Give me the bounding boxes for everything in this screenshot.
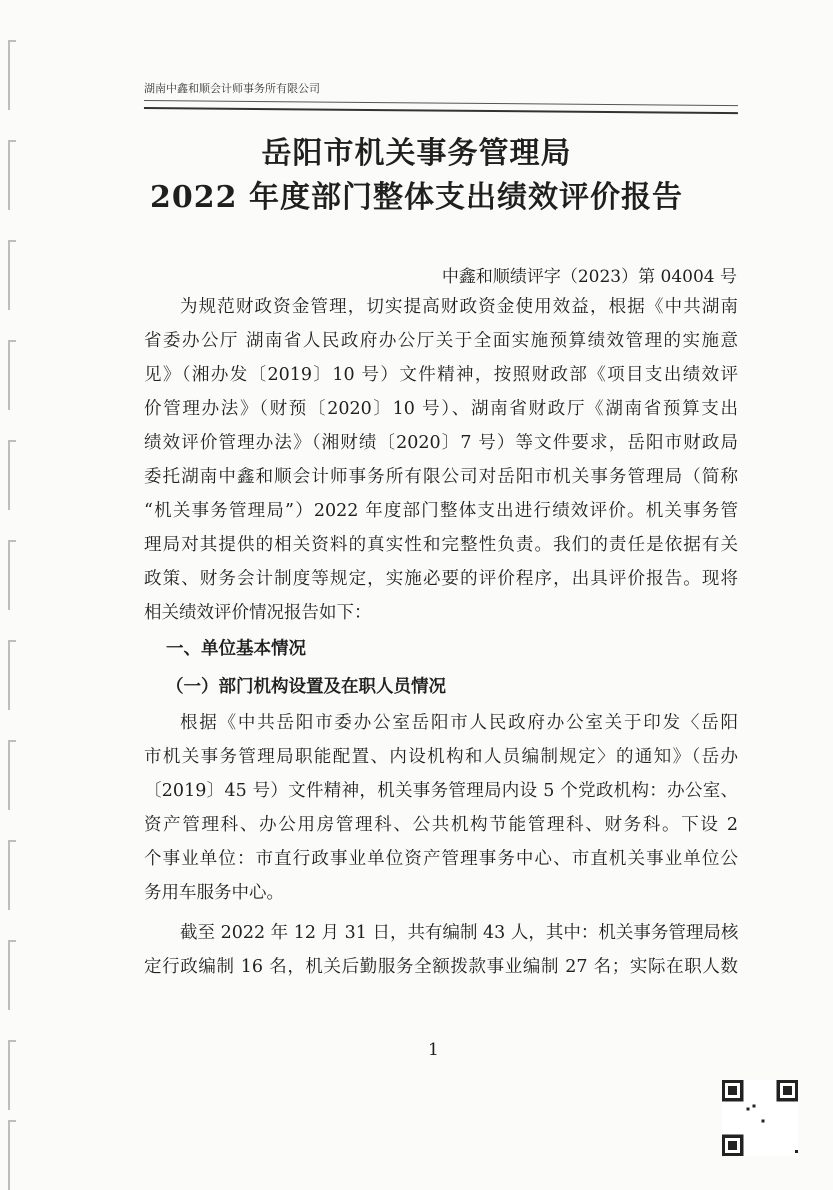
- running-header: 湖南中鑫和顺会计师事务所有限公司: [144, 82, 320, 95]
- text-line: 资产管理科、办公用房管理科、公共机构节能管理科、财务科。下设 2: [144, 815, 738, 835]
- title-line-2: 2022 年度部门整体支出绩效评价报告: [150, 180, 683, 215]
- text-line: 市机关事务管理局职能配置、内设机构和人员编制规定〉的通知》（岳办: [144, 747, 738, 767]
- document-number: 中鑫和顺绩评字（2023）第 04004 号: [441, 267, 737, 287]
- staffing-paragraph: [144, 916, 738, 984]
- text-line: “机关事务管理局”）2022 年度部门整体支出进行绩效评价。机关事务管: [144, 501, 738, 521]
- text-line: 截至 2022 年 12 月 31 日，共有编制 43 人，其中：机关事务管理局核: [180, 923, 739, 943]
- text-line: 个事业单位：市直行政事业单位资产管理事务中心、市直机关事业单位公: [144, 849, 738, 869]
- header-rule: [144, 100, 738, 114]
- org-paragraph: [144, 706, 738, 910]
- section-heading: 一、单位基本情况: [166, 639, 306, 659]
- text-line: 理局对其提供的相关资料的真实性和完整性负责。我们的责任是依据有关: [144, 535, 738, 555]
- text-line: 委托湖南中鑫和顺会计师事务所有限公司对岳阳市机关事务管理局（简称: [144, 467, 738, 487]
- text-line: 为规范财政资金管理，切实提高财政资金使用效益，根据《中共湖南: [180, 297, 738, 317]
- text-line: 省委办公厅 湖南省人民政府办公厅关于全面实施预算绩效管理的实施意: [144, 331, 738, 351]
- page-number: 1: [428, 1040, 439, 1060]
- document-body: [144, 290, 738, 984]
- subsection-heading: （一）部门机构设置及在职人员情况: [166, 677, 446, 697]
- text-line: 价管理办法》（财预〔2020〕10 号）、湖南省财政厅《湖南省预算支出: [144, 399, 738, 419]
- text-line: 〔2019〕45 号）文件精神，机关事务管理局内设 5 个党政机构：办公室、: [144, 781, 738, 801]
- text-line: 见》（湘办发〔2019〕10 号）文件精神，按照财政部《项目支出绩效评: [144, 365, 738, 385]
- text-line: 定行政编制 16 名，机关后勤服务全额拨款事业编制 27 名；实际在职人数: [144, 957, 738, 977]
- text-line: 政策、财务会计制度等规定，实施必要的评价程序，出具评价报告。现将: [144, 569, 738, 589]
- intro-paragraph: [144, 290, 738, 630]
- text-line: 相关绩效评价情况报告如下：: [144, 603, 372, 623]
- text-line: 根据《中共岳阳市委办公室岳阳市人民政府办公室关于印发〈岳阳: [180, 713, 738, 733]
- text-line: 绩效评价管理办法》（湘财绩〔2020〕7 号）等文件要求，岳阳市财政局: [144, 433, 738, 453]
- text-line: 务用车服务中心。: [144, 883, 284, 903]
- title-line-1: 岳阳市机关事务管理局: [261, 136, 572, 171]
- qr-code: [722, 1080, 798, 1156]
